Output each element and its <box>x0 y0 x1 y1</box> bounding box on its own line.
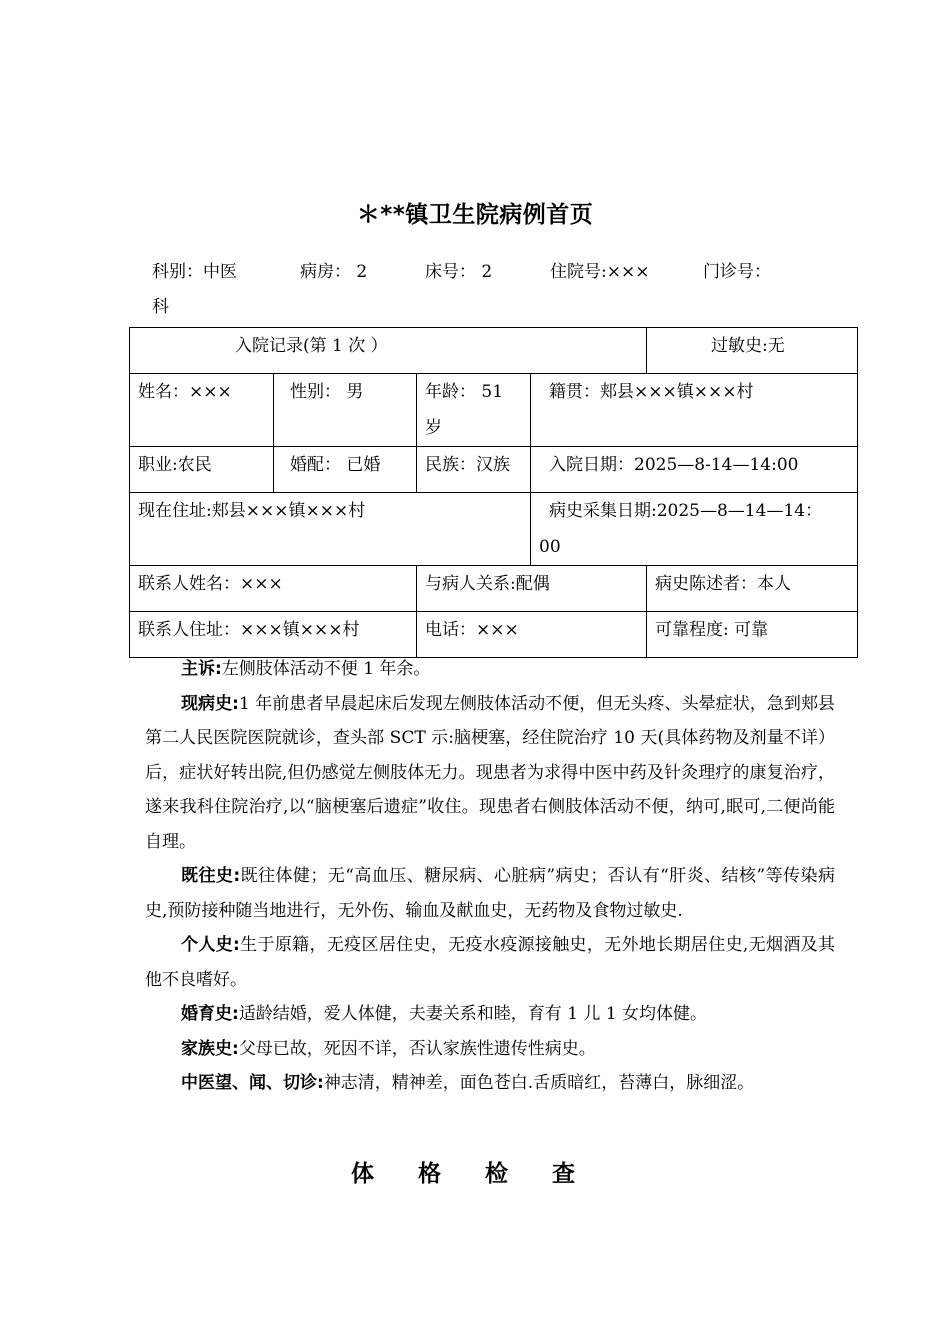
marital-status-cell: 婚配： 已婚 <box>274 447 417 493</box>
ward-field: 病房： 2 <box>300 262 368 282</box>
patient-name-cell: 姓名：××× <box>130 374 274 447</box>
dept-field-continued: 科 <box>152 297 169 317</box>
age-unit: 岁 <box>425 418 442 438</box>
gender-cell: 性别： 男 <box>274 374 417 447</box>
current-address-cell: 现在住址:郏县×××镇×××村 <box>130 493 531 566</box>
section-label: 家族史: <box>181 1038 239 1059</box>
ethnicity-cell: 民族：汉族 <box>417 447 531 493</box>
table-row <box>130 447 858 493</box>
native-place-cell: 籍贯：郏县×××镇×××村 <box>531 374 858 447</box>
reliability-cell: 可靠程度: 可靠 <box>647 612 858 658</box>
physical-exam-heading: 体格检查 <box>351 1161 619 1187</box>
section-text: 左侧肢体活动不便 1 年余。 <box>221 659 431 679</box>
contact-address-cell: 联系人住址：×××镇×××村 <box>130 612 417 658</box>
section-label: 个人史: <box>181 935 240 955</box>
section-label: 婚育史: <box>181 1004 239 1024</box>
history-date-line-2: 00 <box>539 537 561 557</box>
section-label: 现病史: <box>181 693 239 714</box>
history-date-cell <box>531 493 858 566</box>
present-illness <box>145 687 835 860</box>
section-text: 神志清，精神差，面色苍白.舌质暗红，苔薄白，脉细涩。 <box>323 1073 755 1093</box>
dept-field: 科别：中医 <box>152 262 237 282</box>
section-label: 既往史: <box>181 866 241 886</box>
relation-cell: 与病人关系:配偶 <box>417 566 647 612</box>
section-text: 生于原籍，无疫区居住史，无疫水疫源接触史，无外地长期居住史,无烟酒及其他不良嗜好。 <box>145 935 835 990</box>
narrator-cell: 病史陈述者：本人 <box>647 566 858 612</box>
admission-count-cell: 入院记录(第 1 次 ） <box>130 328 647 374</box>
table-row <box>130 328 858 374</box>
table-row <box>130 612 858 658</box>
history-date-line-1: 病史采集日期:2025—8—14—14： <box>549 501 823 521</box>
medical-history-text <box>145 652 835 1101</box>
page-title: ＊**镇卫生院病例首页 <box>356 202 594 228</box>
section-label: 主诉: <box>181 659 222 679</box>
age-cell <box>417 374 531 447</box>
age-value: 年龄： 51 <box>425 382 504 402</box>
marriage-history <box>145 997 835 1032</box>
section-text: 父母已故，死因不详，否认家族性遗传性病史。 <box>238 1038 596 1059</box>
admission-date-cell: 入院日期：2025—8-14—14:00 <box>531 447 858 493</box>
table-row <box>130 493 858 566</box>
family-history <box>145 1032 835 1067</box>
inpatient-number-field: 住院号:××× <box>550 262 650 282</box>
bed-field: 床号： 2 <box>425 262 493 282</box>
admission-record-table <box>129 327 858 658</box>
contact-name-cell: 联系人姓名：××× <box>130 566 417 612</box>
table-row <box>130 566 858 612</box>
phone-cell: 电话：××× <box>417 612 647 658</box>
section-text: 既往体健；无“高血压、糖尿病、心脏病”病史；否认有“肝炎、结核”等传染病史,预防接种随当地进行，无外伤、输血及献血史，无药物及食物过敏史. <box>145 866 835 921</box>
occupation-cell: 职业:农民 <box>130 447 274 493</box>
section-text: 1 年前患者早晨起床后发现左侧肢体活动不便，但无头疼、头晕症状，急到郏县第二人民医院医院就诊，查头部 SCT 示:脑梗塞，经住院治疗 10 天(具体药物及剂量不详）后，症状好转出院,但仍感觉左侧肢体无力。现患者为求得中医中药及针灸理疗的康复治疗，遂来我科住院治疗,以“脑梗塞后遗症”收住。现患者右侧肢体活动不便，纳可,眠可,二便尚能自理。 <box>145 693 835 852</box>
table-row <box>130 374 858 447</box>
tcm-diagnosis <box>145 1066 835 1101</box>
personal-history <box>145 928 835 997</box>
allergy-cell: 过敏史:无 <box>647 328 858 374</box>
chief-complaint <box>145 652 835 687</box>
past-history <box>145 859 835 928</box>
section-label: 中医望、闻、切诊: <box>181 1073 324 1093</box>
section-text: 适龄结婚，爱人体健，夫妻关系和睦，育有 1 儿 1 女均体健。 <box>238 1004 708 1024</box>
outpatient-number-field: 门诊号： <box>703 262 771 282</box>
